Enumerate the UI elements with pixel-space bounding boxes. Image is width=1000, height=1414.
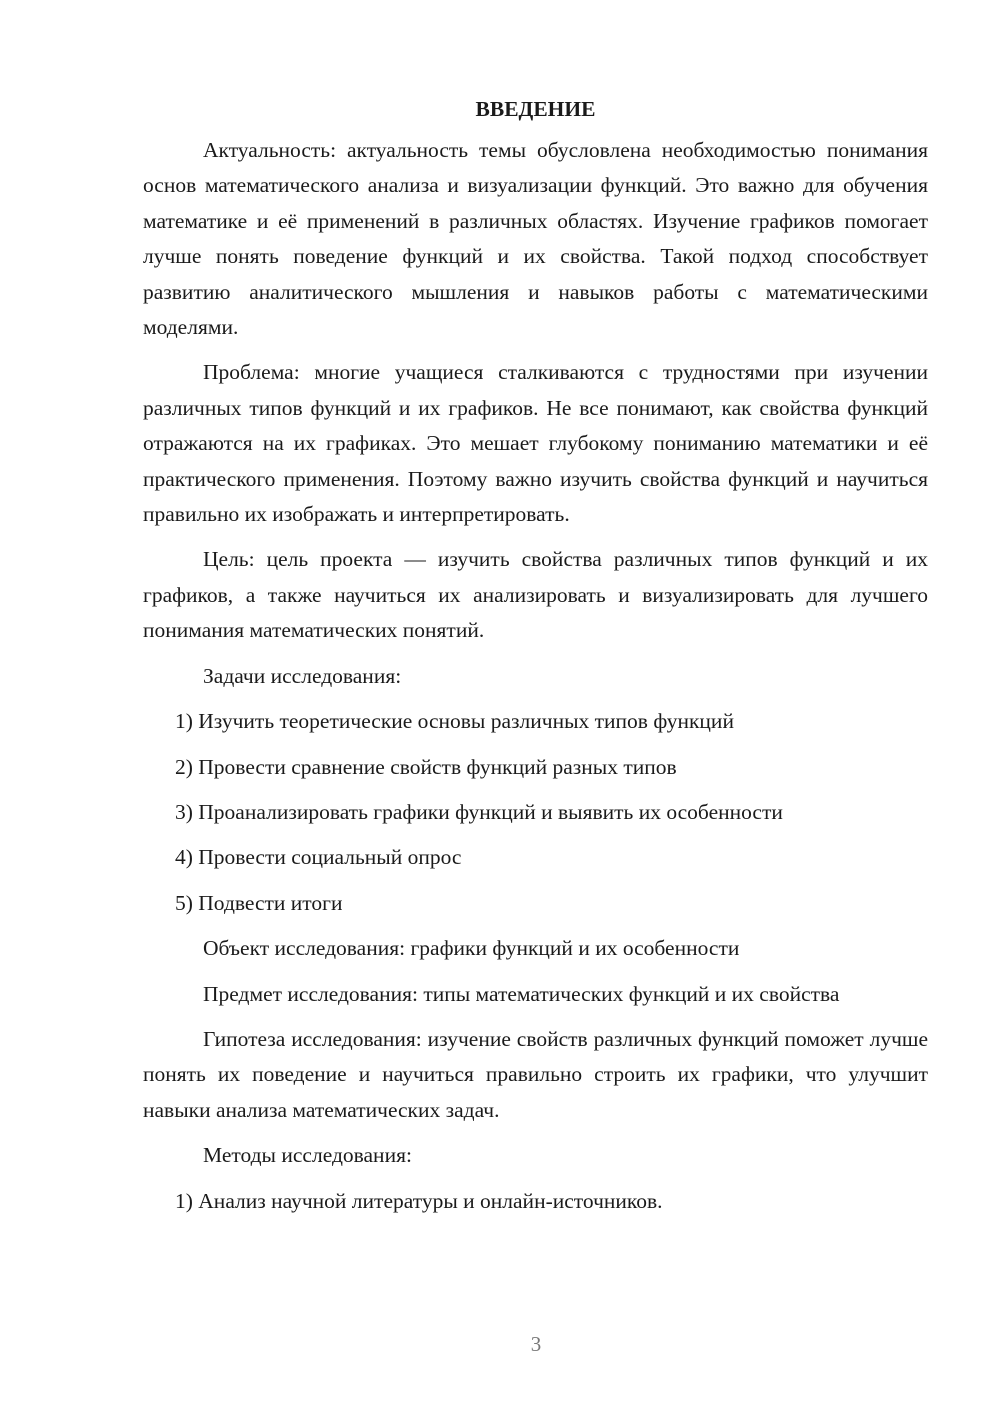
task-item: 4) Провести социальный опрос — [175, 845, 462, 870]
section-heading: ВВЕДЕНИЕ — [475, 97, 596, 121]
problem-paragraph: Проблема: многие учащиеся сталкиваются с трудностями при изучении различных типов функций и их графиков. Не все понимают, как свойства функций отражаются на их графиках. Это мешает глубокому пониманию математики и её практического применения. Поэтому важно изучить свойства функций и научиться правильно их изображать и интерпретировать. — [143, 360, 928, 527]
task-item: 1) Изучить теоретические основы различных типов функций — [175, 709, 734, 734]
page-number: 3 — [530, 1332, 542, 1356]
document-page — [143, 92, 928, 1229]
object-paragraph: Объект исследования: графики функций и их особенности — [203, 936, 740, 961]
task-item: 3) Проанализировать графики функций и выявить их особенности — [175, 799, 783, 824]
hypothesis-paragraph: Гипотеза исследования: изучение свойств различных функций поможет лучше понять их поведение и научиться правильно строить их графики, что улучшит навыки анализа математических задач. — [143, 1026, 928, 1122]
task-item: 5) Подвести итоги — [175, 890, 343, 915]
relevance-paragraph: Актуальность: актуальность темы обусловлена необходимостью понимания основ математического анализа и визуализации функций. Это важно для обучения математике и её применений в различных областях. Изучение графиков помогает лучше понять поведение функций и их свойства. Такой подход способствует развитию аналитического мышления и навыков работы с математическими моделями. — [143, 138, 928, 340]
subject-paragraph: Предмет исследования: типы математических функций и их свойства — [203, 981, 840, 1006]
task-item: 2) Провести сравнение свойств функций разных типов — [175, 754, 677, 779]
tasks-title: Задачи исследования: — [203, 663, 402, 688]
methods-title: Методы исследования: — [203, 1143, 412, 1168]
method-item: 1) Анализ научной литературы и онлайн-источников. — [175, 1188, 663, 1213]
goal-paragraph: Цель: цель проекта — изучить свойства различных типов функций и их графиков, а также научиться их анализировать и визуализировать для лучшего понимания математических понятий. — [143, 547, 928, 643]
